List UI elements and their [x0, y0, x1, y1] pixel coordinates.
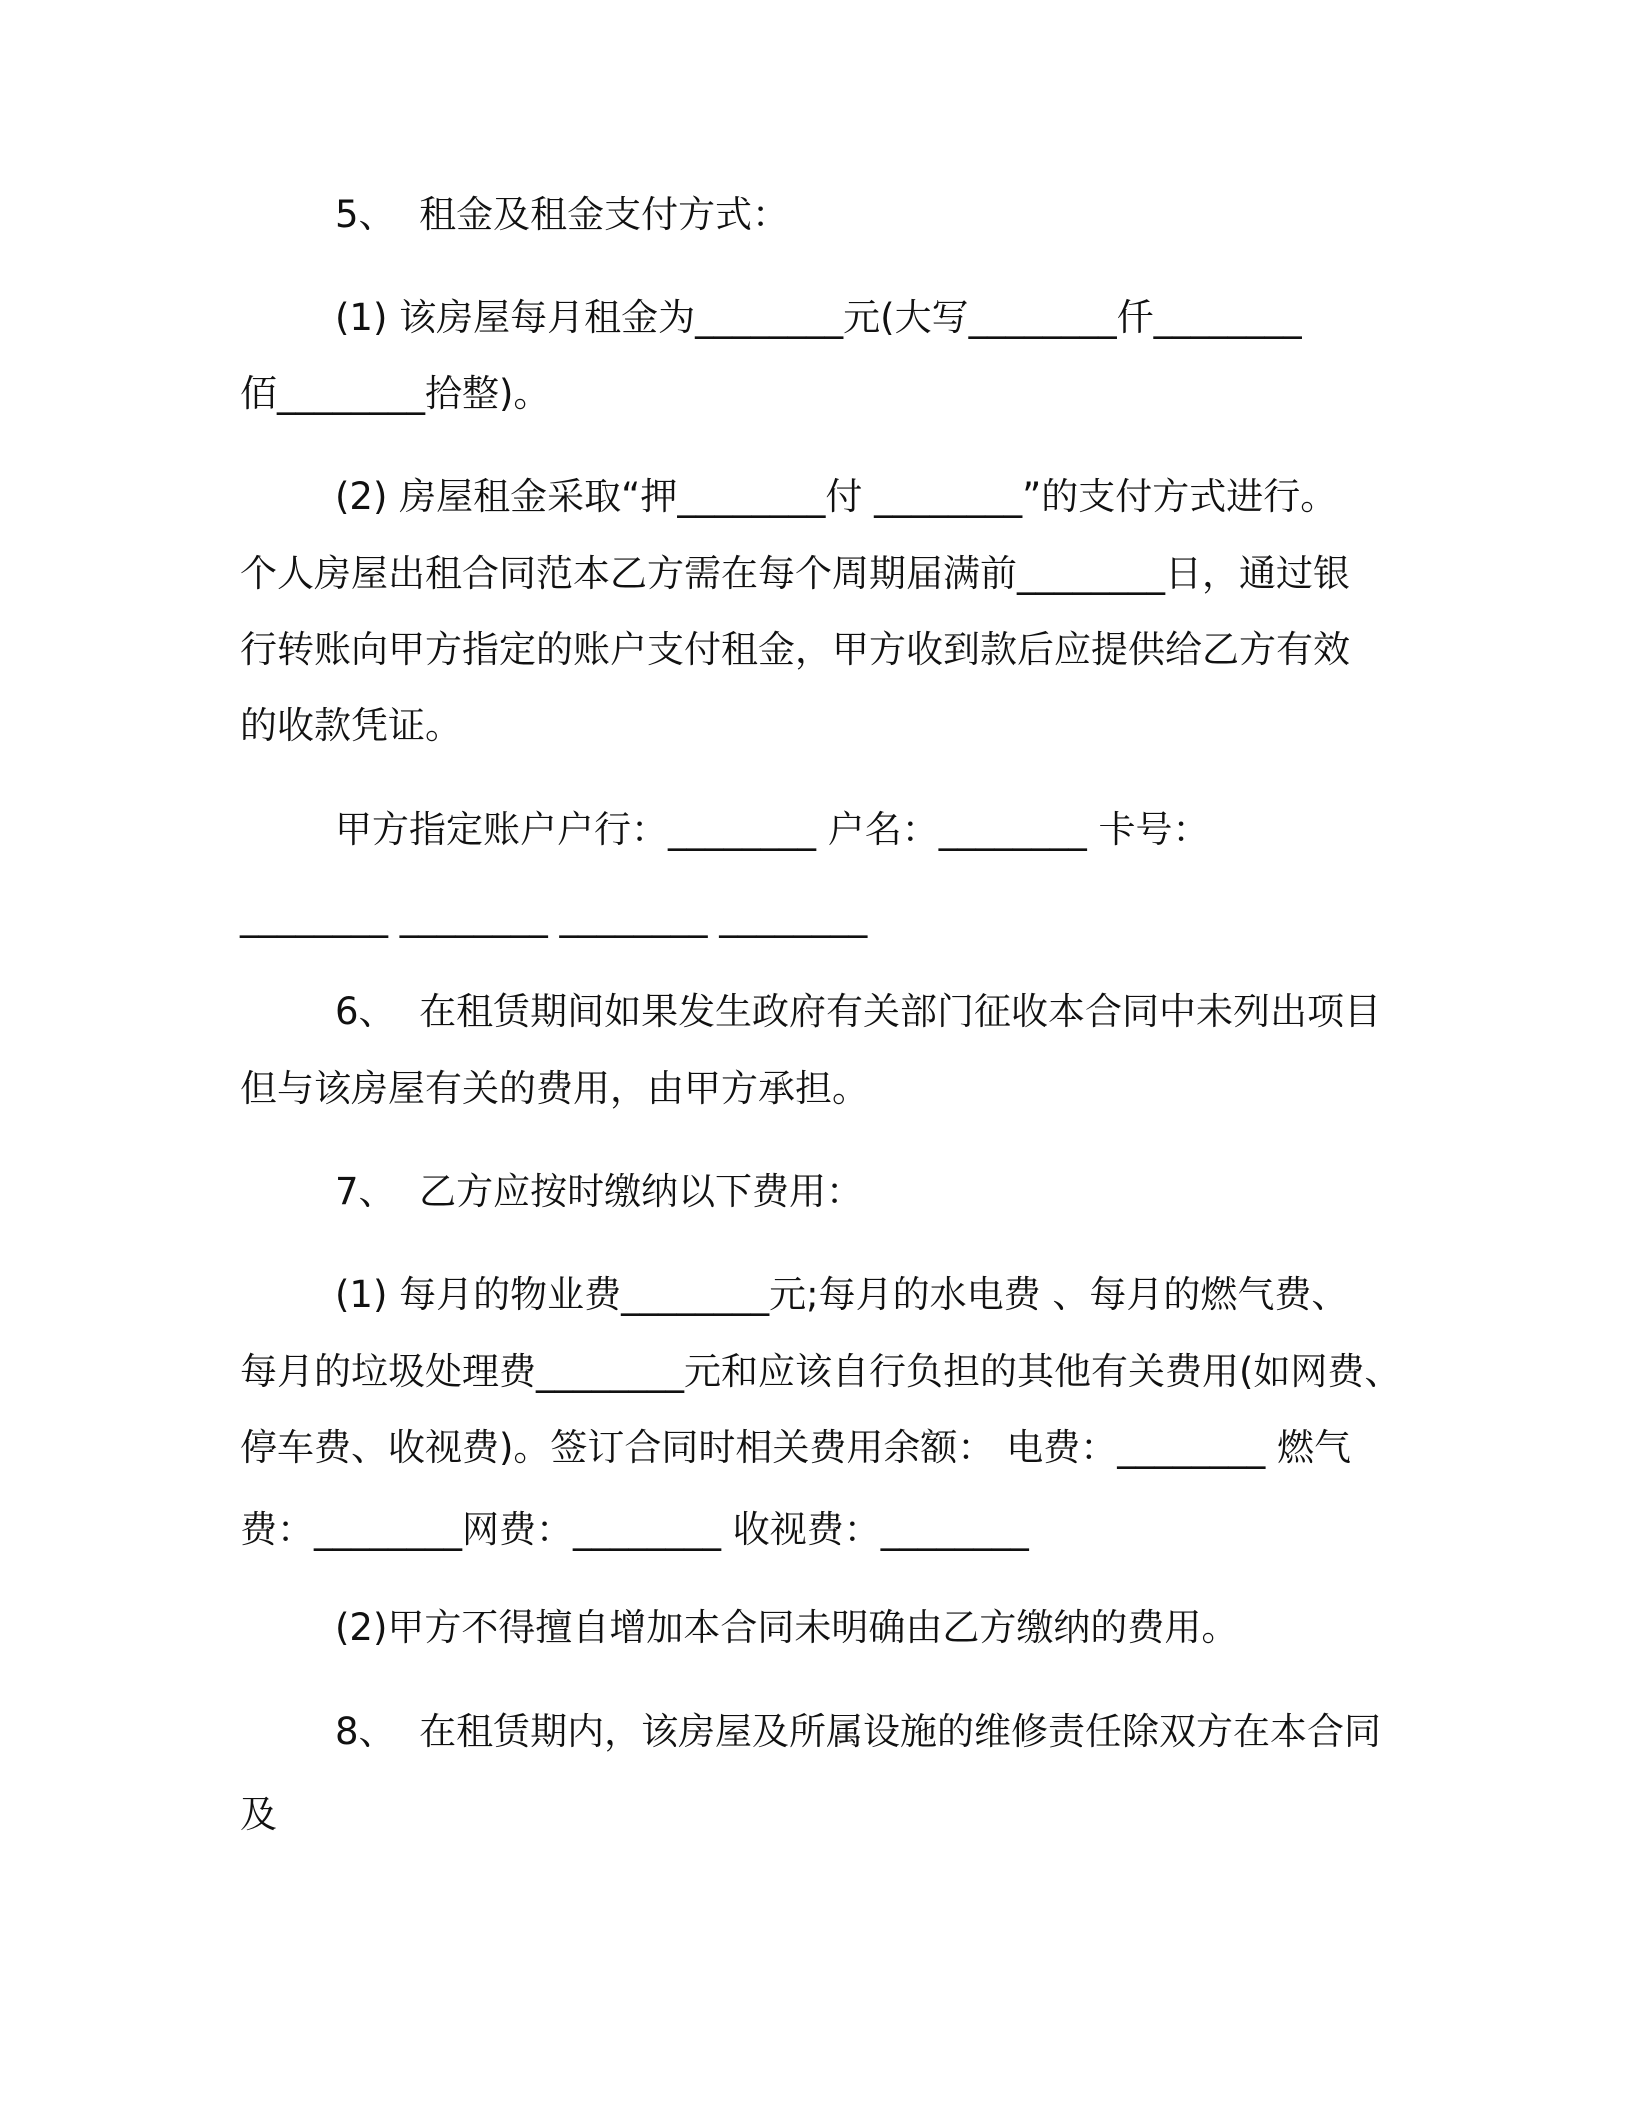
section-8-line-1: 8、 在租赁期内，该房屋及所属设施的维修责任除双方在本合同 [335, 1710, 1382, 1753]
payment-method-line-1: (2) 房屋租金采取“押________付 ________”的支付方式进行。 [335, 475, 1338, 518]
section-6-line-1: 6、 在租赁期间如果发生政府有关部门征收本合同中未列出项目 [335, 990, 1382, 1033]
section-7-heading: 7、 乙方应按时缴纳以下费用： [335, 1170, 864, 1213]
payment-method-line-2: 个人房屋出租合同范本乙方需在每个周期届满前________日，通过银 [240, 552, 1350, 595]
fees-line-1: (1) 每月的物业费________元;每月的水电费 、每月的燃气费、 [335, 1273, 1349, 1316]
fees-line-2: 每月的垃圾处理费________元和应该自行负担的其他有关费用(如网费、 [240, 1350, 1402, 1393]
section-6-line-2: 但与该房屋有关的费用，由甲方承担。 [240, 1067, 869, 1110]
payment-method-line-3: 行转账向甲方指定的账户支付租金，甲方收到款后应提供给乙方有效 [240, 628, 1350, 671]
section-8-line-2: 及 [240, 1793, 277, 1836]
bank-account-line-1: 甲方指定账户户行：________ 户名：________ 卡号： [335, 808, 1210, 851]
fees-line-3: 停车费、收视费)。签订合同时相关费用余额： 电费：________ 燃气 [240, 1426, 1351, 1469]
fees-line-4: 费：________网费：________ 收视费：________ [240, 1508, 1029, 1551]
payment-method-line-4: 的收款凭证。 [240, 704, 462, 747]
fees-clause-2: (2)甲方不得擅自增加本合同未明确由乙方缴纳的费用。 [335, 1606, 1239, 1649]
rent-amount-line-1: (1) 该房屋每月租金为________元(大写________仟________ [335, 296, 1302, 339]
section-5-heading: 5、 租金及租金支付方式： [335, 193, 790, 236]
bank-account-line-2: ________ ________ ________ ________ [240, 895, 868, 938]
rent-amount-line-2: 佰________拾整)。 [240, 372, 551, 415]
